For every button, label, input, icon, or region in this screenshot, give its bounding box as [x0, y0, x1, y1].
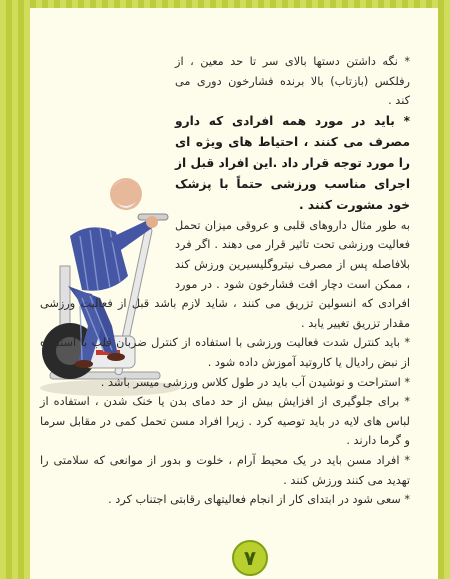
paragraph: به طور مثال داروهای قلبی و عروقی میزان تحمل فعالیت ورزشی تحت تاثیر قرار می دهند . اگر فرد بلافاصله پس از مصرف نیتروگلیسیرین ورزش کند ، ممکن است دچار افت فشارخون شود . در مورد افرادی که انسولین تزریق می کنند ، شاید لازم باشد قبل از فعالیت ورزشی مقدار تزریق تغییر یابد . — [40, 218, 410, 330]
paragraph-bold: * باید در مورد همه افرادی که دارو مصرف می کنند ، احتیاط های ویژه ای را مورد توجه قرار داد .این افراد قبل از اجرای مناسب ورزشی حتماً با پزشک خود مشورت کنند . — [175, 113, 410, 212]
paragraph: * برای جلوگیری از افزایش بیش از حد دمای بدن یا خنک شدن ، استفاده از لباس های لایه در باید توصیه کرد . زیرا افراد مسن تحمل کمی در مقابل سرما و گرما دارند . — [40, 395, 410, 448]
paragraph: * نگه داشتن دستها بالای سر تا حد معین ، از رفلکس (بازتاب) بالا برنده فشارخون دوری می کند . — [175, 55, 410, 108]
paragraph: * سعی شود در ابتدای کار از انجام فعالیتهای رقابتی اجتناب کرد . — [108, 493, 410, 507]
page-sheet — [30, 8, 438, 579]
body-text — [40, 52, 410, 510]
paragraph: * استراحت و نوشیدن آب باید در طول کلاس ورزشی میسر باشد . — [100, 375, 410, 389]
page-number-badge: ۷ — [232, 540, 268, 576]
paragraph: * افراد مسن باید در یک محیط آرام ، خلوت و بدور از موانعی که سلامتی را تهدید می کنند ورزش کنند . — [40, 453, 410, 487]
paragraph: * باید کنترل شدت فعالیت ورزشی با استفاده از کنترل ضربان قلب با استفاده از نبض رادیال یا کاروتید آموزش داده شود . — [40, 336, 410, 369]
